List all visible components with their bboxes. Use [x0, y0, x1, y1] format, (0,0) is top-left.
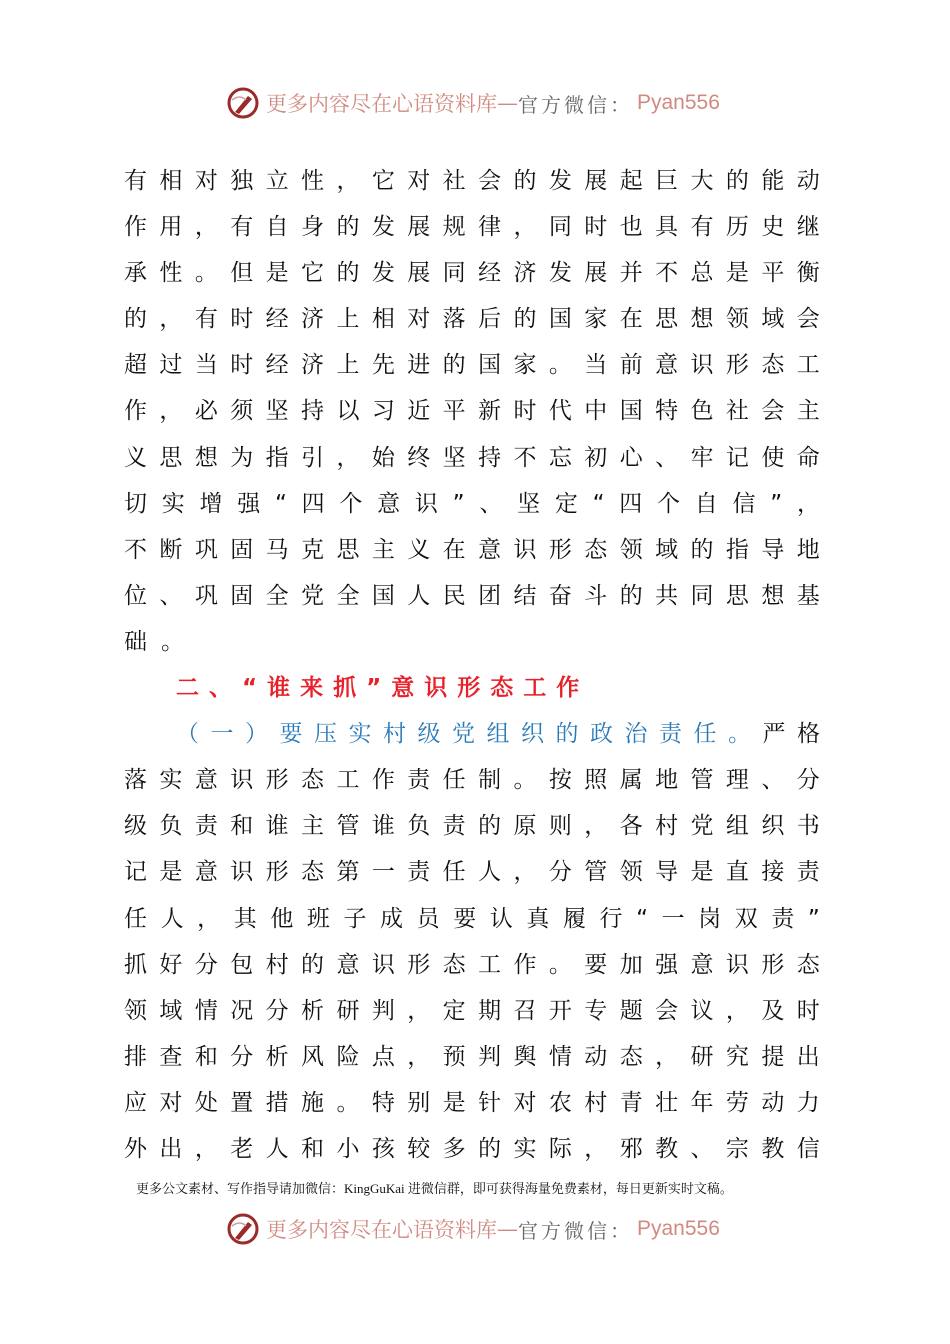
paragraph-line: 作 用 ， 有 自 身 的 发 展 规 律 ， 同 时 也 具 有 历 史 继	[124, 214, 820, 241]
paragraph-line: 切 实 增 强 “ 四 个 意 识 ” 、 坚 定 “ 四 个 自 信 ” ，	[124, 490, 820, 517]
subheading-tail: 严格	[762, 721, 832, 748]
document-body	[124, 158, 832, 1172]
watermark-banner-top	[226, 83, 720, 123]
watermark-label: 官方微信：	[518, 1218, 633, 1243]
watermark-wechat-id: Pyan556	[637, 91, 720, 114]
watermark-label: 官方微信：	[518, 92, 633, 117]
quill-pen-logo-icon	[226, 86, 260, 120]
watermark-dash: —	[497, 91, 518, 115]
subheading: （一）要压实村级党组织的政治责任。	[176, 721, 763, 748]
paragraph-line: 超 过 当 时 经 济 上 先 进 的 国 家 。 当 前 意 识 形 态 工	[124, 352, 820, 379]
watermark-text: 更多内容尽在心语资料库	[266, 92, 497, 116]
paragraph-line: 作 ， 必 须 坚 持 以 习 近 平 新 时 代 中 国 特 色 社 会 主	[124, 398, 820, 425]
paragraph-line: 不 断 巩 固 马 克 思 主 义 在 意 识 形 态 领 域 的 指 导 地	[124, 536, 820, 563]
paragraph-line: 应 对 处 置 措 施 。 特 别 是 针 对 农 村 青 壮 年 劳 动 力	[124, 1089, 820, 1116]
paragraph-line: 排 查 和 分 析 风 险 点 ， 预 判 舆 情 动 态 ， 研 究 提 出	[124, 1043, 820, 1070]
paragraph-line: 级 负 责 和 谁 主 管 谁 负 责 的 原 则 ， 各 村 党 组 织 书	[124, 813, 820, 840]
watermark-banner-bottom	[226, 1209, 720, 1249]
paragraph-line: 义 思 想 为 指 引 ， 始 终 坚 持 不 忘 初 心 、 牢 记 使 命	[124, 444, 820, 471]
paragraph-line: 领 域 情 况 分 析 研 判 ， 定 期 召 开 专 题 会 议 ， 及 时	[124, 997, 820, 1024]
footer-note: 更多公文素材、写作指导请加微信：KingGuKai 进微信群，即可获得海量免费素材，每日更新实时文稿。	[136, 1181, 733, 1196]
paragraph-line: 抓 好 分 包 村 的 意 识 形 态 工 作 。 要 加 强 意 识 形 态	[124, 951, 820, 978]
watermark-text: 更多内容尽在心语资料库	[266, 1218, 497, 1242]
section-heading: 二、“谁来抓”意识形态工作	[176, 675, 590, 702]
watermark-dash: —	[497, 1217, 518, 1241]
paragraph-line: 的 ， 有 时 经 济 上 相 对 落 后 的 国 家 在 思 想 领 域 会	[124, 306, 820, 333]
paragraph-line: 础。	[124, 628, 198, 655]
watermark-wechat-id: Pyan556	[637, 1217, 720, 1240]
paragraph-line: 有 相 对 独 立 性 ， 它 对 社 会 的 发 展 起 巨 大 的 能 动	[124, 168, 820, 194]
paragraph-line: 落 实 意 识 形 态 工 作 责 任 制 。 按 照 属 地 管 理 、 分	[124, 767, 820, 794]
paragraph-line: 任 人 ， 其 他 班 子 成 员 要 认 真 履 行 “ 一 岗 双 责 ”	[124, 905, 820, 932]
paragraph-line: 承 性 。 但 是 它 的 发 展 同 经 济 发 展 并 不 总 是 平 衡	[124, 260, 820, 287]
paragraph-line: 外 出 ， 老 人 和 小 孩 较 多 的 实 际 ， 邪 教 、 宗 教 信	[124, 1135, 820, 1162]
paragraph-line: 记 是 意 识 形 态 第 一 责 任 人 ， 分 管 领 导 是 直 接 责	[124, 859, 820, 886]
paragraph-line: 位 、 巩 固 全 党 全 国 人 民 团 结 奋 斗 的 共 同 思 想 基	[124, 582, 820, 609]
quill-pen-logo-icon	[226, 1212, 260, 1246]
subheading-line	[124, 711, 832, 757]
